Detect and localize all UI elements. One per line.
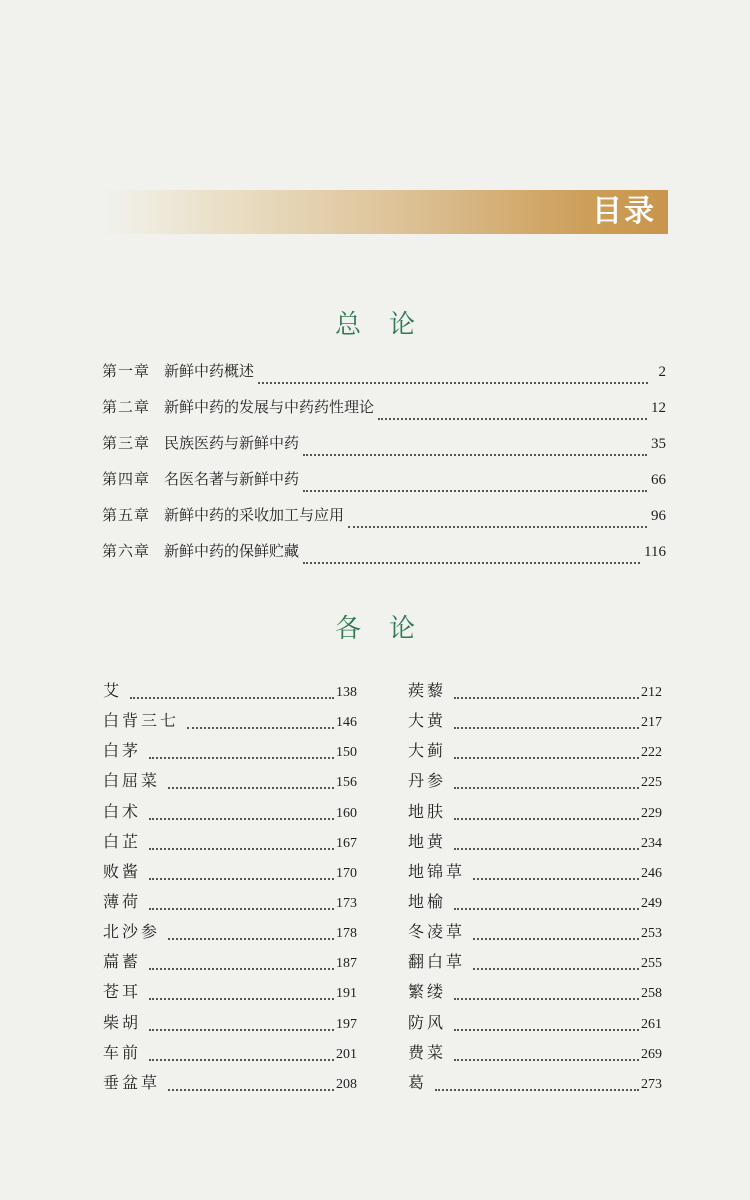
dot-leader <box>149 818 334 820</box>
dot-leader <box>473 878 639 880</box>
herb-name: 翻白草 <box>408 952 466 972</box>
herb-name: 地锦草 <box>408 861 466 881</box>
toc-entry[interactable] <box>102 468 666 504</box>
chapter-number: 第五章 <box>102 506 151 524</box>
chapter-number: 第六章 <box>102 542 151 560</box>
herb-entry[interactable] <box>408 829 662 859</box>
herb-name: 艾 <box>103 681 123 700</box>
herb-entry[interactable] <box>408 768 662 798</box>
herb-entry[interactable] <box>408 1010 662 1040</box>
dot-leader <box>149 757 334 759</box>
herb-entry[interactable] <box>103 1010 357 1040</box>
herb-name: 败酱 <box>103 861 142 881</box>
toc-entry[interactable] <box>102 432 666 468</box>
page-number: 246 <box>641 865 662 881</box>
herb-entry[interactable] <box>103 738 357 768</box>
herb-entry[interactable] <box>103 859 357 889</box>
toc-entry[interactable] <box>102 540 666 576</box>
dot-leader <box>454 787 639 789</box>
dot-leader <box>454 818 639 820</box>
page-number: 197 <box>336 1016 357 1032</box>
herb-name: 地肤 <box>408 801 447 821</box>
page-number: 258 <box>641 986 662 1002</box>
herb-entry[interactable] <box>408 1040 662 1070</box>
specific-section-heading: 各论 <box>334 614 443 644</box>
herb-name: 苍耳 <box>103 982 142 1002</box>
page-number: 217 <box>641 715 662 731</box>
herb-name: 北沙参 <box>103 922 161 942</box>
herb-name: 繁缕 <box>408 982 447 1002</box>
dot-leader <box>168 938 334 940</box>
dot-leader <box>454 1059 639 1061</box>
chapter-number: 第二章 <box>102 398 151 416</box>
toc-title-banner <box>100 190 668 234</box>
chapter-title: 新鲜中药的采收加工与应用 <box>164 506 345 524</box>
herb-entry[interactable] <box>103 708 357 738</box>
dot-leader <box>454 908 639 910</box>
general-section-heading: 总论 <box>334 310 443 340</box>
chapter-number: 第三章 <box>102 434 151 452</box>
herb-entry[interactable] <box>103 678 357 708</box>
herb-entry[interactable] <box>103 889 357 919</box>
page-number: 222 <box>641 745 662 761</box>
page-number: 225 <box>641 775 662 791</box>
page-number: 269 <box>641 1046 662 1062</box>
herb-entry[interactable] <box>408 708 662 738</box>
herb-entry[interactable] <box>103 919 357 949</box>
page-number: 35 <box>651 436 666 452</box>
dot-leader <box>454 757 639 759</box>
herb-entry[interactable] <box>408 1070 662 1100</box>
herb-name: 垂盆草 <box>103 1072 161 1092</box>
page-number: 178 <box>336 926 357 942</box>
herb-list-left <box>103 678 357 1100</box>
herb-list-right <box>408 678 662 1100</box>
dot-leader <box>187 727 334 729</box>
page-title: 目录 <box>592 194 656 229</box>
dot-leader <box>130 697 334 699</box>
page-number: 273 <box>641 1076 662 1092</box>
herb-entry[interactable] <box>408 678 662 708</box>
herb-name: 地黄 <box>408 831 447 851</box>
herb-name: 丹参 <box>408 771 447 791</box>
page-number: 187 <box>336 956 357 972</box>
dot-leader <box>168 787 334 789</box>
dot-leader <box>149 968 334 970</box>
herb-entry[interactable] <box>103 829 357 859</box>
dot-leader <box>348 526 647 528</box>
dot-leader <box>454 1029 639 1031</box>
herb-entry[interactable] <box>103 1040 357 1070</box>
herb-name: 冬凌草 <box>408 922 466 942</box>
herb-entry[interactable] <box>408 889 662 919</box>
herb-name: 白茅 <box>103 741 142 761</box>
dot-leader <box>454 727 639 729</box>
chapter-number: 第四章 <box>102 470 151 488</box>
page-number: 146 <box>336 715 357 731</box>
herb-entry[interactable] <box>408 919 662 949</box>
dot-leader <box>149 998 334 1000</box>
herb-name: 大蓟 <box>408 741 447 761</box>
dot-leader <box>149 848 334 850</box>
herb-name: 柴胡 <box>103 1012 142 1032</box>
dot-leader <box>378 418 647 420</box>
dot-leader <box>149 878 334 880</box>
chapter-title: 新鲜中药概述 <box>164 362 255 380</box>
herb-entry[interactable] <box>408 859 662 889</box>
herb-entry[interactable] <box>408 949 662 979</box>
dot-leader <box>303 454 647 456</box>
herb-name: 大黄 <box>408 711 447 731</box>
page-number: 160 <box>336 805 357 821</box>
herb-entry[interactable] <box>408 799 662 829</box>
dot-leader <box>435 1089 639 1091</box>
herb-entry[interactable] <box>408 738 662 768</box>
page-number: 249 <box>641 895 662 911</box>
herb-entry[interactable] <box>103 949 357 979</box>
herb-name: 地榆 <box>408 891 447 911</box>
dot-leader <box>149 1029 334 1031</box>
page-number: 12 <box>651 400 666 416</box>
herb-name: 费菜 <box>408 1042 447 1062</box>
herb-entry[interactable] <box>103 979 357 1009</box>
herb-entry[interactable] <box>103 1070 357 1100</box>
dot-leader <box>258 382 648 384</box>
page-number: 2 <box>658 364 666 380</box>
page-number: 66 <box>651 472 666 488</box>
herb-name: 车前 <box>103 1042 142 1062</box>
page-number: 261 <box>641 1016 662 1032</box>
page-number: 138 <box>336 685 357 700</box>
herb-entry[interactable] <box>103 799 357 829</box>
herb-name: 白屈菜 <box>103 771 161 791</box>
dot-leader <box>473 968 639 970</box>
toc-entry[interactable] <box>102 504 666 540</box>
page-number: 234 <box>641 835 662 851</box>
herb-name: 萹蓄 <box>103 952 142 972</box>
chapter-title: 民族医药与新鲜中药 <box>164 434 300 452</box>
chapter-title: 新鲜中药的发展与中药药性理论 <box>164 398 375 416</box>
herb-name: 防风 <box>408 1012 447 1032</box>
general-toc-list <box>102 360 666 576</box>
herb-name: 蒺藜 <box>408 681 447 700</box>
page-number: 253 <box>641 926 662 942</box>
herb-name: 白背三七 <box>103 711 180 731</box>
chapter-number: 第一章 <box>102 362 151 380</box>
herb-name: 葛 <box>408 1072 428 1092</box>
dot-leader <box>303 562 640 564</box>
herb-entry[interactable] <box>103 768 357 798</box>
dot-leader <box>149 908 334 910</box>
page-number: 150 <box>336 745 357 761</box>
page-number: 255 <box>641 956 662 972</box>
dot-leader <box>454 998 639 1000</box>
dot-leader <box>454 848 639 850</box>
page-number: 96 <box>651 508 666 524</box>
page-number: 116 <box>644 544 666 560</box>
page-number: 156 <box>336 775 357 791</box>
page-number: 170 <box>336 865 357 881</box>
dot-leader <box>473 938 639 940</box>
herb-name: 白芷 <box>103 831 142 851</box>
page-number: 229 <box>641 805 662 821</box>
page-number: 191 <box>336 986 357 1002</box>
page-number: 212 <box>641 685 662 700</box>
dot-leader <box>168 1089 334 1091</box>
herb-name: 薄荷 <box>103 891 142 911</box>
chapter-title: 新鲜中药的保鲜贮藏 <box>164 542 300 560</box>
page-number: 201 <box>336 1046 357 1062</box>
dot-leader <box>454 697 639 699</box>
herb-entry[interactable] <box>408 979 662 1009</box>
herb-name: 白术 <box>103 801 142 821</box>
toc-entry[interactable] <box>102 396 666 432</box>
page-number: 173 <box>336 895 357 911</box>
dot-leader <box>303 490 647 492</box>
page-number: 208 <box>336 1076 357 1092</box>
dot-leader <box>149 1059 334 1061</box>
chapter-title: 名医名著与新鲜中药 <box>164 470 300 488</box>
page-number: 167 <box>336 835 357 851</box>
toc-entry[interactable] <box>102 360 666 396</box>
